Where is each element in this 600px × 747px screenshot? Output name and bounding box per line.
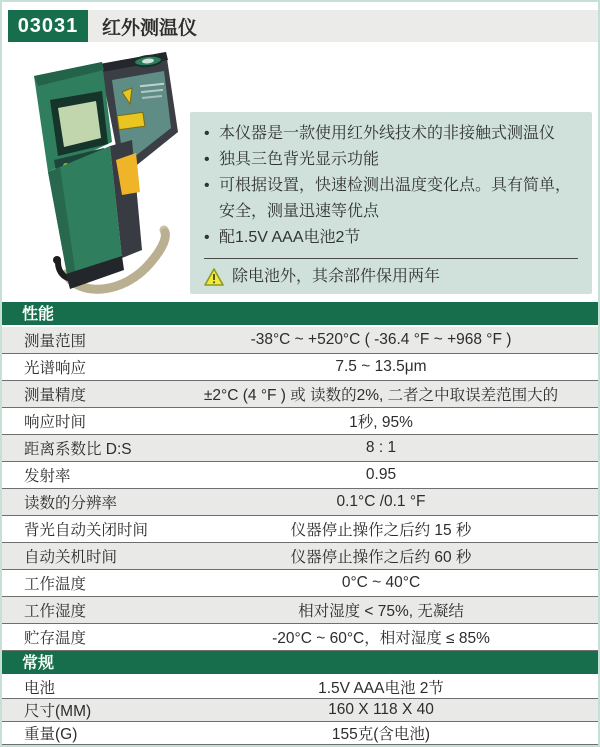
spec-label: 测量精度 [24, 387, 87, 404]
feature-list [204, 121, 578, 251]
spec-row [2, 699, 598, 722]
section-header-1: 常规 [2, 651, 598, 676]
spec-value: 相对湿度 < 75%, 无凝结 [298, 603, 464, 620]
spec-value: 7.5 ~ 13.5μm [335, 358, 427, 375]
spec-label: 光谱响应 [24, 360, 87, 377]
spec-row [2, 462, 598, 489]
feature-item: • 本仪器是一款使用红外线技术的非接触式测温仪 [204, 121, 578, 147]
spec-row [2, 516, 598, 543]
spec-label: 读数的分辨率 [24, 495, 118, 512]
spec-row [2, 570, 598, 597]
feature-box [190, 112, 592, 294]
spec-label: 自动关机时间 [24, 549, 118, 566]
spec-row [2, 435, 598, 462]
spec-label: 测量范围 [24, 333, 87, 350]
spec-label: 工作湿度 [24, 603, 87, 620]
section-header-0: 性能 [2, 302, 598, 327]
spec-value: 160 X 118 X 40 [328, 701, 434, 718]
warning-triangle-icon [204, 268, 224, 286]
spec-label: 响应时间 [24, 414, 87, 431]
spec-label: 电池 [24, 680, 56, 697]
spec-label: 发射率 [24, 468, 71, 485]
spec-value: -20°C ~ 60°C，相对湿度 ≤ 85% [272, 630, 490, 647]
header-band [8, 10, 598, 42]
spec-row [2, 354, 598, 381]
feature-item: • 配1.5V AAA电池2节 [204, 225, 578, 251]
top-section [2, 42, 598, 302]
spec-row [2, 676, 598, 699]
warranty-text: 除电池外，其余部件保用两年 [232, 268, 441, 285]
spec-row [2, 489, 598, 516]
spec-row [2, 624, 598, 651]
product-code-badge: 03031 [8, 10, 88, 42]
spec-label: 尺寸(MM) [24, 703, 92, 720]
spec-value: 仪器停止操作之后约 15 秒 [290, 522, 472, 539]
spec-value: 1秒, 95% [349, 414, 413, 431]
spec-value: 155克(含电池) [331, 726, 431, 743]
spec-value: 0.95 [365, 466, 397, 483]
spec-value: 1.5V AAA电池 2节 [318, 680, 444, 697]
spec-value: ±2°C (4 °F ) 或 读数的2%, 二者之中取误差范围大的 [203, 387, 559, 404]
spec-row [2, 597, 598, 624]
infrared-thermometer-photo [8, 44, 198, 299]
spec-row [2, 408, 598, 435]
divider [204, 258, 578, 259]
spec-row [2, 381, 598, 408]
spec-value: 0°C ~ 40°C [341, 574, 421, 591]
spec-label: 贮存温度 [24, 630, 87, 647]
spec-row [2, 543, 598, 570]
spec-value: 8 : 1 [365, 439, 397, 456]
laser-label [117, 112, 145, 129]
spec-value: 0.1°C /0.1 °F [336, 493, 426, 510]
spec-row [2, 722, 598, 745]
spec-label: 重量(G) [24, 726, 78, 743]
spec-value: -38°C ~ +520°C ( -36.4 °F ~ +968 °F ) [250, 331, 512, 348]
spec-label: 背光自动关闭时间 [24, 522, 149, 539]
spec-label: 工作温度 [24, 576, 87, 593]
feature-item: • 独具三色背光显示功能 [204, 147, 578, 173]
spec-value: 仪器停止操作之后约 60 秒 [290, 549, 472, 566]
spec-table [2, 302, 598, 745]
feature-item: • 可根据设置，快速检测出温度变化点。具有简单，安全，测量迅速等优点 [204, 173, 578, 225]
spec-row [2, 327, 598, 354]
warranty-note [204, 265, 578, 289]
spec-label: 距离系数比 D:S [24, 441, 132, 458]
page-title: 红外测温仪 [102, 17, 198, 39]
